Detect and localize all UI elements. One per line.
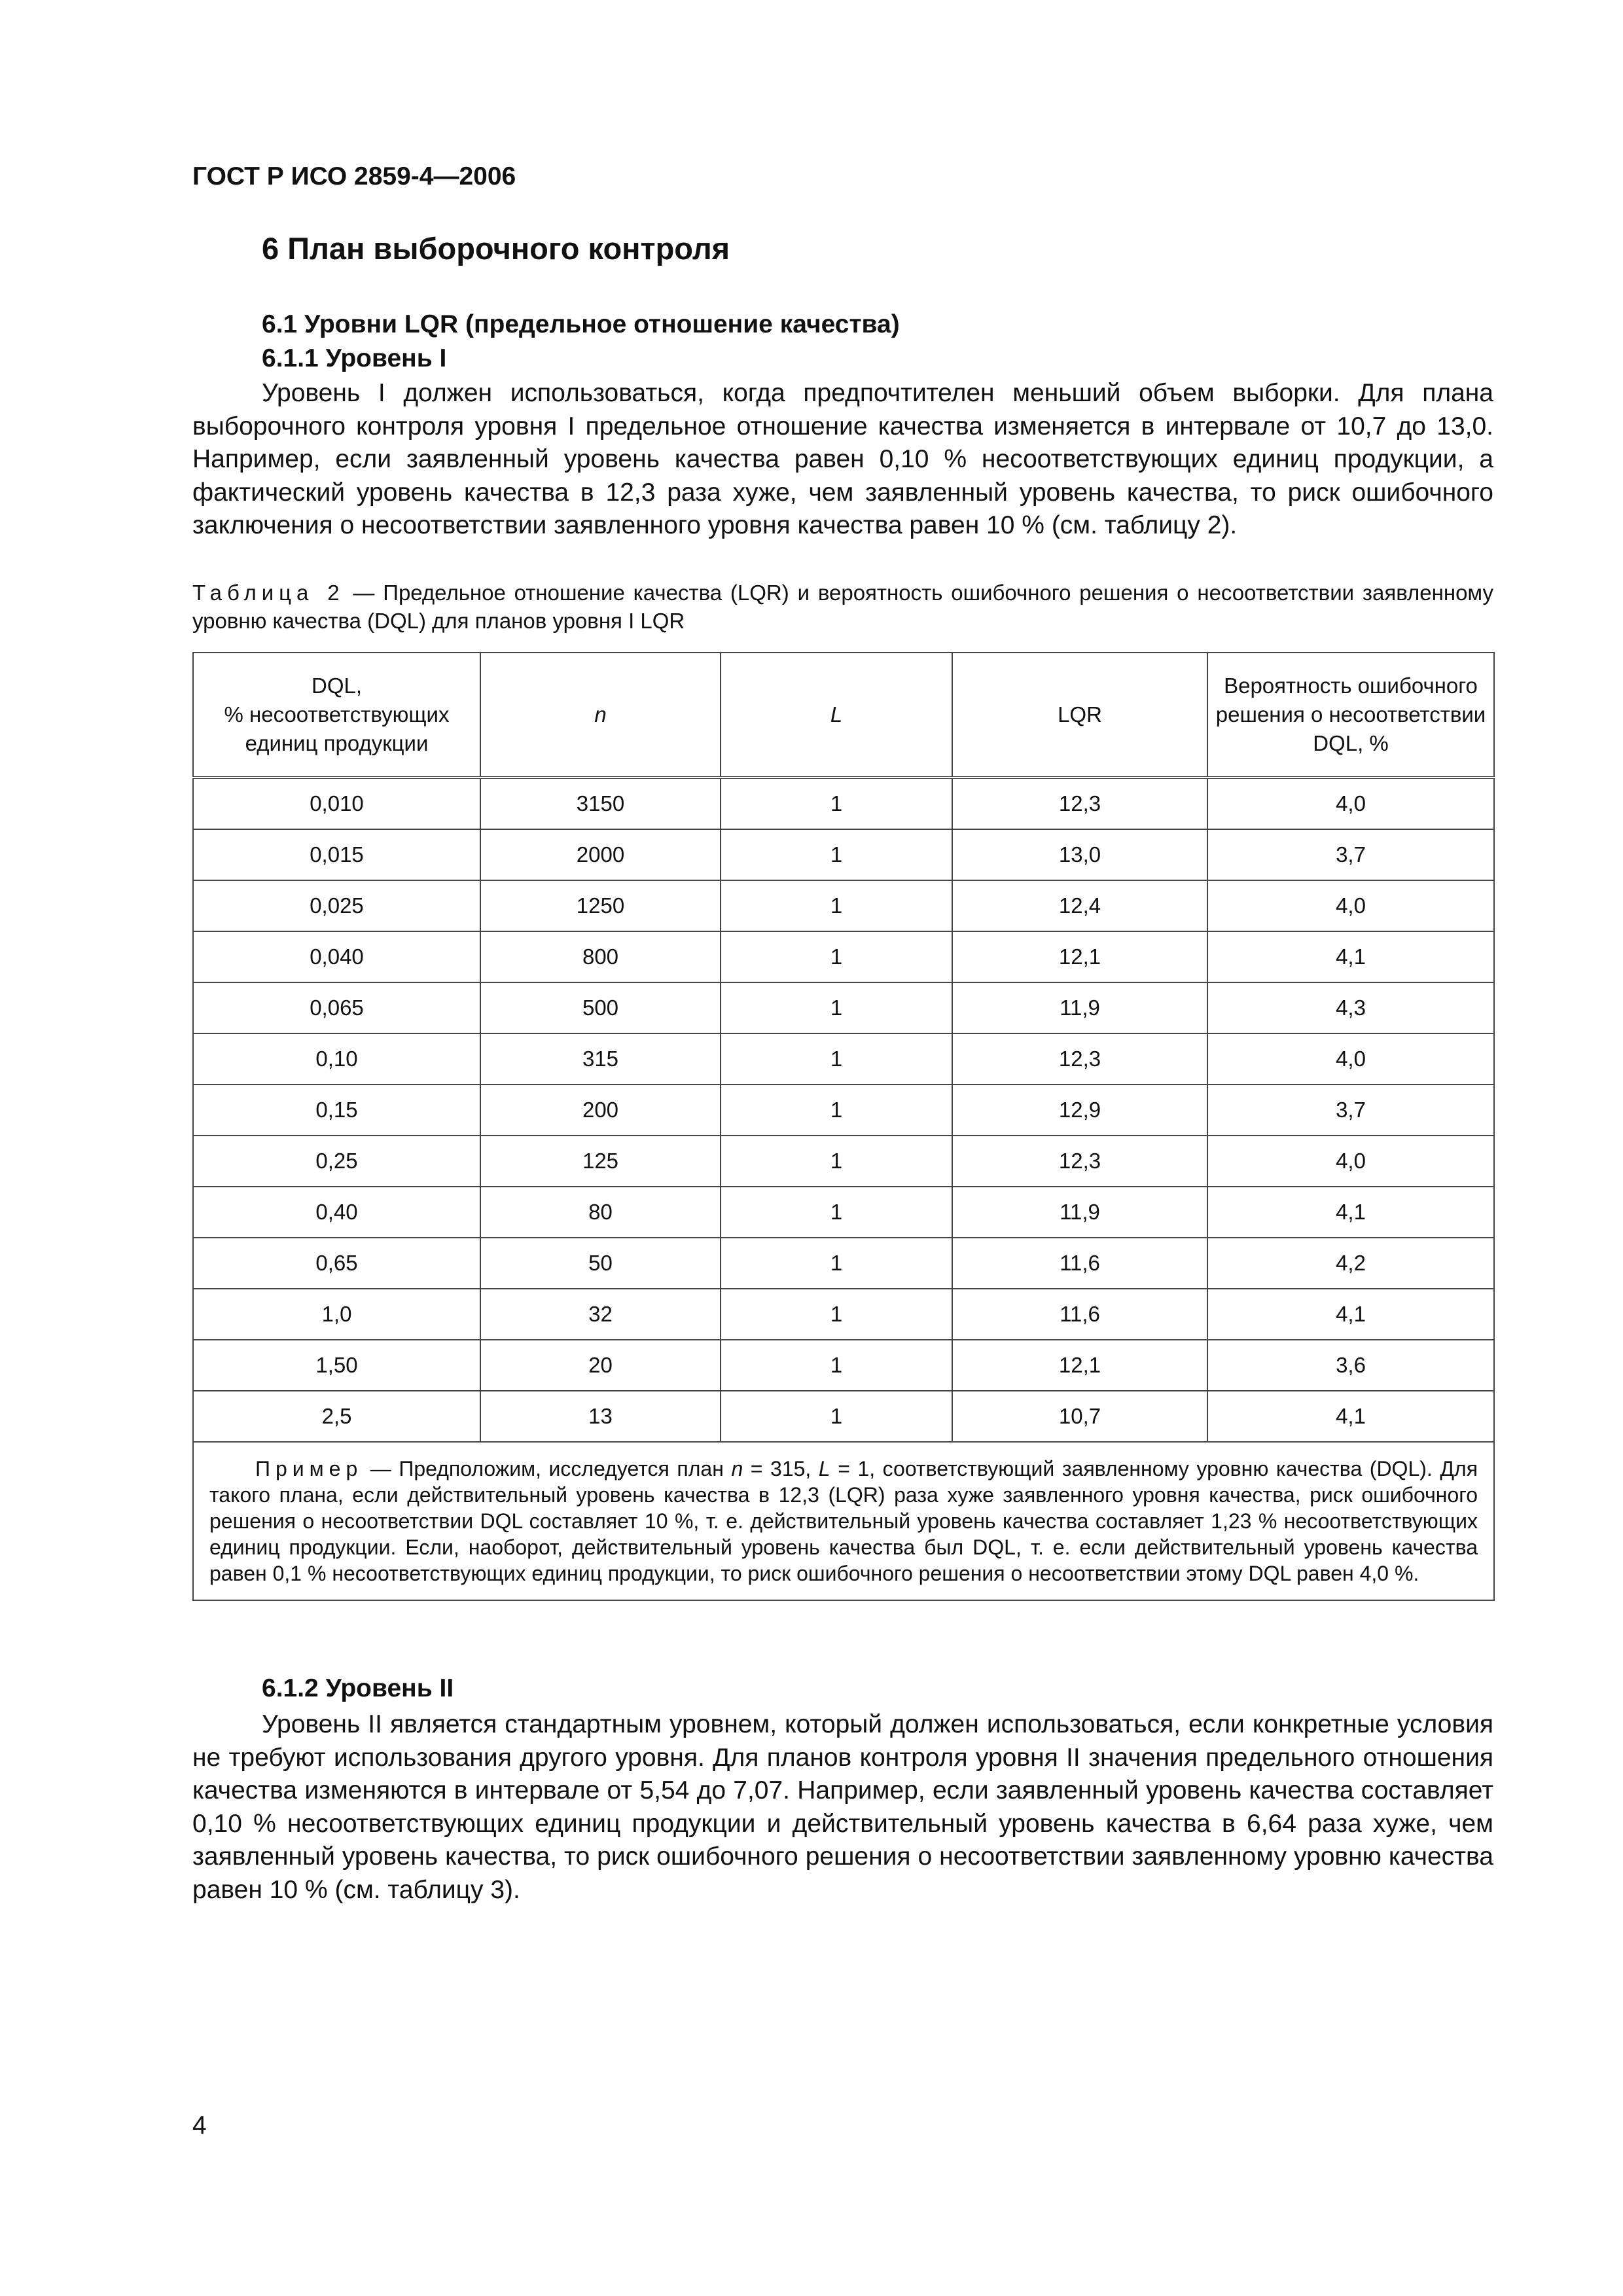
cell-dql: 0,65	[193, 1238, 480, 1289]
cell-lqr: 11,9	[952, 1187, 1207, 1238]
header-dql	[193, 653, 480, 778]
cell-dql: 2,5	[193, 1391, 480, 1442]
table-row	[193, 1289, 1494, 1340]
header-prob-line2: решения о несоответствии	[1215, 702, 1486, 726]
table-row	[193, 1340, 1494, 1391]
cell-dql: 0,010	[193, 778, 480, 829]
cell-lqr: 11,9	[952, 982, 1207, 1033]
cell-probability: 4,0	[1207, 1136, 1494, 1187]
header-dql-line2: % несоответствующих	[224, 702, 450, 726]
table-row	[193, 931, 1494, 982]
cell-dql: 0,40	[193, 1187, 480, 1238]
cell-dql: 0,065	[193, 982, 480, 1033]
header-l: L	[721, 653, 952, 778]
cell-l: 1	[721, 1033, 952, 1085]
cell-n: 500	[480, 982, 721, 1033]
cell-n: 32	[480, 1289, 721, 1340]
paragraph-level-2: Уровень II является стандартным уровнем, который должен использоваться, если конкретные условия не требуют использования другого уровня. Для планов контроля уровня II значения предельного отношения качества изменяются в интервале от 5,54 до 7,07. Например, если заявленный уровень качества составляет 0,10 % несоответствующих единиц продукции и действительный уровень качества в 6,64 раза хуже, чем заявленный уровень качества, то риск ошибочного решения о несоответствии заявленному уровню качества равен 10 % (см. таблицу 3).	[192, 1710, 1493, 1904]
cell-l: 1	[721, 829, 952, 880]
cell-dql: 1,50	[193, 1340, 480, 1391]
cell-l: 1	[721, 880, 952, 931]
cell-dql: 0,25	[193, 1136, 480, 1187]
subsection-6-1-2-title: 6.1.2 Уровень II	[262, 1674, 454, 1702]
table-row	[193, 1136, 1494, 1187]
header-lqr: LQR	[952, 653, 1207, 778]
cell-n: 2000	[480, 829, 721, 880]
note-label: Пример	[255, 1457, 363, 1480]
cell-n: 200	[480, 1085, 721, 1136]
table-row	[193, 1391, 1494, 1442]
cell-l: 1	[721, 1187, 952, 1238]
cell-lqr: 12,9	[952, 1085, 1207, 1136]
paragraph-level-1: Уровень I должен использоваться, когда предпочтителен меньший объем выборки. Для плана выборочного контроля уровня I предельное отношение качества изменяется в интервале от 10,7 до 13,0. Например, если заявленный уровень качества равен 0,10 % несоответствующих единиц продукции, а фактический уровень качества в 12,3 раза хуже, чем заявленный уровень качества, то риск ошибочного заключения о несоответствии заявленного уровня качества равен 10 % (см. таблицу 2).	[192, 379, 1493, 539]
cell-lqr: 12,3	[952, 778, 1207, 829]
section-title: 6 План выборочного контроля	[262, 231, 730, 266]
cell-n: 125	[480, 1136, 721, 1187]
document-header: ГОСТ Р ИСО 2859-4—2006	[192, 162, 516, 190]
cell-probability: 3,7	[1207, 1085, 1494, 1136]
table-note: Пример — Предположим, исследуется план n = 315, L = 1, соответствующий заявленному уровню качества (DQL). Для такого плана, если действительный уровень качества в 12,3 (LQR) раза хуже заявленного уровня качества, риск ошибочного решения о несоответствии DQL составляет 10 %, т. е. действительный уровень качества составляет 1,23 % несоответствующих единиц продукции. Если, наоборот, действительный уровень качества был DQL, т. е. если действительный уровень качества равен 0,1 % несоответствующих единиц продукции, то риск ошибочного решения о несоответствии этому DQL равен 4,0 %.	[193, 1442, 1494, 1600]
table-row	[193, 1238, 1494, 1289]
table-row	[193, 1085, 1494, 1136]
cell-n: 13	[480, 1391, 721, 1442]
cell-probability: 4,0	[1207, 880, 1494, 931]
table-note-row	[193, 1442, 1494, 1600]
cell-dql: 0,015	[193, 829, 480, 880]
cell-probability: 4,0	[1207, 1033, 1494, 1085]
cell-lqr: 12,3	[952, 1033, 1207, 1085]
cell-probability: 4,0	[1207, 778, 1494, 829]
cell-probability: 3,7	[1207, 829, 1494, 880]
table-caption	[192, 579, 1493, 635]
header-dql-line3: единиц продукции	[245, 731, 429, 755]
cell-dql: 0,10	[193, 1033, 480, 1085]
cell-l: 1	[721, 1238, 952, 1289]
subsection-6-1-title: 6.1 Уровни LQR (предельное отношение качества)	[262, 310, 900, 338]
cell-probability: 4,3	[1207, 982, 1494, 1033]
cell-dql: 0,025	[193, 880, 480, 931]
cell-n: 20	[480, 1340, 721, 1391]
page-number: 4	[192, 2111, 207, 2140]
cell-l: 1	[721, 1136, 952, 1187]
cell-l: 1	[721, 1085, 952, 1136]
cell-dql: 0,040	[193, 931, 480, 982]
table-row	[193, 829, 1494, 880]
cell-n: 3150	[480, 778, 721, 829]
table-row	[193, 1033, 1494, 1085]
cell-n: 50	[480, 1238, 721, 1289]
cell-probability: 4,1	[1207, 1289, 1494, 1340]
cell-lqr: 12,3	[952, 1136, 1207, 1187]
cell-lqr: 13,0	[952, 829, 1207, 880]
header-prob-line1: Вероятность ошибочного	[1224, 673, 1478, 698]
table-header-row	[193, 653, 1494, 778]
cell-probability: 4,1	[1207, 1391, 1494, 1442]
cell-n: 1250	[480, 880, 721, 931]
cell-dql: 0,15	[193, 1085, 480, 1136]
table-row	[193, 880, 1494, 931]
cell-probability: 4,1	[1207, 931, 1494, 982]
table-row	[193, 982, 1494, 1033]
header-prob-line3: DQL, %	[1313, 731, 1389, 755]
subsection-6-1-1-title: 6.1.1 Уровень I	[262, 344, 447, 372]
header-dql-line1: DQL,	[311, 673, 363, 698]
cell-l: 1	[721, 1391, 952, 1442]
cell-lqr: 12,4	[952, 880, 1207, 931]
table-caption-text: — Предельное отношение качества (LQR) и вероятность ошибочного решения о несоответствии заявленному уровню качества (DQL) для планов уровня I LQR	[192, 581, 1493, 633]
table-caption-label: Таблица 2	[192, 581, 345, 605]
cell-l: 1	[721, 1289, 952, 1340]
header-probability	[1207, 653, 1494, 778]
cell-lqr: 12,1	[952, 1340, 1207, 1391]
cell-l: 1	[721, 982, 952, 1033]
table-row	[193, 1187, 1494, 1238]
cell-n: 800	[480, 931, 721, 982]
cell-l: 1	[721, 931, 952, 982]
cell-lqr: 10,7	[952, 1391, 1207, 1442]
cell-n: 315	[480, 1033, 721, 1085]
cell-l: 1	[721, 778, 952, 829]
cell-probability: 3,6	[1207, 1340, 1494, 1391]
table-row	[193, 778, 1494, 829]
cell-dql: 1,0	[193, 1289, 480, 1340]
cell-lqr: 11,6	[952, 1289, 1207, 1340]
cell-l: 1	[721, 1340, 952, 1391]
cell-probability: 4,1	[1207, 1187, 1494, 1238]
cell-lqr: 11,6	[952, 1238, 1207, 1289]
cell-probability: 4,2	[1207, 1238, 1494, 1289]
lqr-table	[192, 652, 1495, 1601]
cell-n: 80	[480, 1187, 721, 1238]
cell-lqr: 12,1	[952, 931, 1207, 982]
header-n: n	[480, 653, 721, 778]
